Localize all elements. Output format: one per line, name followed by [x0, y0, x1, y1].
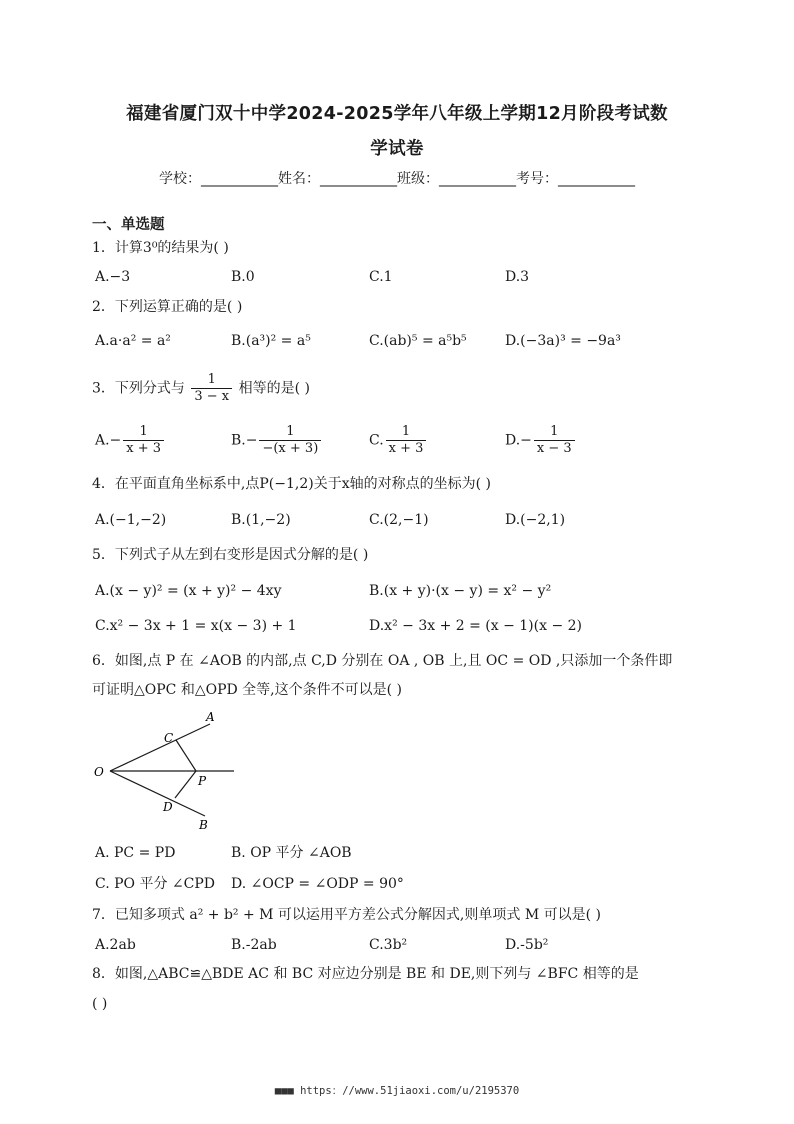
- question-8-stem-line2: ( ): [92, 996, 108, 1012]
- label-o: O: [94, 765, 104, 779]
- q2-option-c: C.(ab)⁵ = a⁵b⁵: [369, 333, 467, 349]
- q4-option-c: C.(2,−1): [369, 512, 429, 528]
- label-b: B: [199, 818, 208, 832]
- exam-title-line2: 学试卷: [370, 139, 424, 159]
- q3-option-a-label: A.−: [95, 432, 122, 449]
- question-1-stem: 1．计算3⁰的结果为( ): [92, 240, 229, 256]
- q3-option-c: [369, 424, 428, 457]
- q3-b-den: −(x + 3): [262, 441, 319, 456]
- q3-option-b: [231, 424, 323, 457]
- q3-c-den: x + 3: [388, 441, 424, 456]
- q6-option-b: B. OP 平分 ∠AOB: [231, 845, 352, 861]
- question-2-stem: 2．下列运算正确的是( ): [92, 299, 243, 315]
- q7-option-c: C.3b²: [369, 937, 408, 953]
- question-8-stem-line1: 8．如图,△ABC≌△BDE AC 和 BC 对应边分别是 BE 和 DE,则下列与 ∠BFC 相等的是: [92, 966, 639, 982]
- question-7-stem: 7．已知多项式 a² + b² + M 可以运用平方差公式分解因式,则单项式 M 可以是( ): [92, 907, 601, 923]
- q3-option-d: [505, 424, 577, 457]
- q1-option-d: D.3: [505, 269, 530, 285]
- q5-option-c: C.x² − 3x + 1 = x(x − 3) + 1: [95, 618, 297, 634]
- q1-option-c: C.1: [369, 269, 393, 285]
- q3-a-den: x + 3: [126, 441, 162, 456]
- q7-option-b: B.-2ab: [231, 937, 277, 953]
- question-3-stem: [92, 372, 702, 405]
- question-6-stem-line2: 可证明△OPC 和△OPD 全等,这个条件不可以是( ): [92, 682, 402, 698]
- ray-oa: [110, 724, 210, 771]
- label-a: A: [206, 710, 215, 724]
- q6-angle-diagram: [88, 708, 248, 833]
- q4-option-a: A.(−1,−2): [95, 512, 167, 528]
- q2-option-b: B.(a³)² = a⁵: [231, 333, 311, 349]
- q6-option-d: D. ∠OCP = ∠ODP = 90°: [231, 876, 404, 892]
- label-c: C: [164, 731, 174, 745]
- exam-title-line1: 福建省厦门双十中学2024-2025学年八年级上学期12月阶段考试数: [126, 104, 668, 124]
- q3-option-d-fraction: [534, 424, 575, 457]
- q3-stem-part2: 相等的是( ): [238, 380, 310, 397]
- q6-option-c: C. PO 平分 ∠CPD: [95, 876, 215, 892]
- q3-stem-fraction: [191, 372, 232, 405]
- q7-option-d: D.-5b²: [505, 937, 549, 953]
- q1-option-b: B.0: [231, 269, 255, 285]
- q3-option-c-fraction: [386, 424, 427, 457]
- q3-option-b-label: B.−: [231, 432, 258, 449]
- q4-option-d: D.(−2,1): [505, 512, 566, 528]
- segment-cp: [176, 740, 196, 771]
- q3-d-num: 1: [534, 424, 575, 441]
- q3-option-c-label: C.: [369, 432, 384, 449]
- q5-option-d: D.x² − 3x + 2 = (x − 1)(x − 2): [369, 618, 583, 634]
- segment-dp: [175, 771, 196, 798]
- q3-stem-fraction-num: 1: [191, 372, 232, 389]
- q3-d-den: x − 3: [536, 441, 572, 456]
- section-title: 一、单选题: [92, 217, 165, 233]
- q3-stem-part1: 3．下列分式与: [92, 380, 185, 397]
- footer-watermark-url: ■■■ https：//www.51jiaoxi.com/u/2195370: [274, 1085, 520, 1097]
- q3-option-a-fraction: [123, 424, 164, 457]
- q2-option-a: A.a·a² = a²: [95, 333, 171, 349]
- q3-stem-fraction-den: 3 − x: [194, 389, 230, 404]
- label-p: P: [198, 774, 207, 788]
- q3-option-b-fraction: [259, 424, 321, 457]
- question-4-stem: 4．在平面直角坐标系中,点P(−1,2)关于x轴的对称点的坐标为( ): [92, 476, 491, 492]
- question-5-stem: 5．下列式子从左到右变形是因式分解的是( ): [92, 547, 369, 563]
- label-d: D: [163, 800, 173, 814]
- q3-c-num: 1: [386, 424, 427, 441]
- q3-a-num: 1: [123, 424, 164, 441]
- student-info-line: 学校：___________姓名：___________班级：___________考号：___________: [159, 171, 635, 187]
- q7-option-a: A.2ab: [95, 937, 136, 953]
- q3-option-d-label: D.−: [505, 432, 532, 449]
- question-6-stem-line1: 6．如图,点 P 在 ∠AOB 的内部,点 C,D 分别在 OA , OB 上,且 OC = OD ,只添加一个条件即: [92, 653, 673, 669]
- q3-option-a: [95, 424, 166, 457]
- q3-b-num: 1: [259, 424, 321, 441]
- q5-option-a: A.(x − y)² = (x + y)² − 4xy: [95, 583, 282, 599]
- q2-option-d: D.(−3a)³ = −9a³: [505, 333, 621, 349]
- q1-option-a: A.−3: [95, 269, 131, 285]
- q5-option-b: B.(x + y)·(x − y) = x² − y²: [369, 583, 552, 599]
- q6-option-a: A. PC = PD: [95, 845, 176, 861]
- q4-option-b: B.(1,−2): [231, 512, 291, 528]
